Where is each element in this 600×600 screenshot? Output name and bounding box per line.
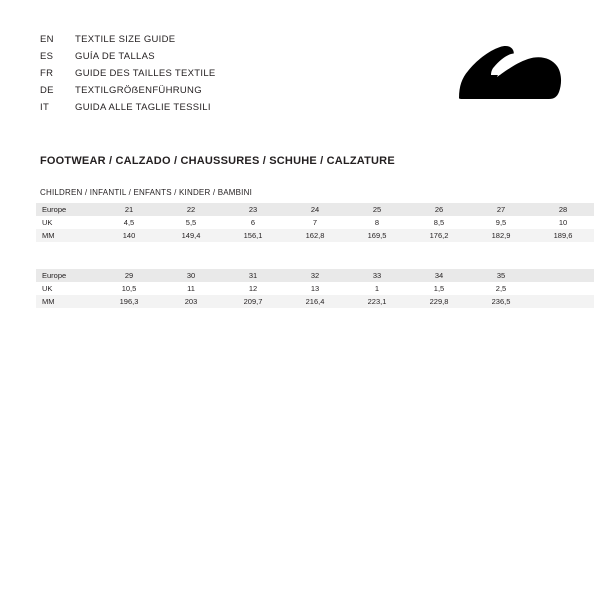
language-code-es: ES: [40, 51, 54, 62]
table-cell: 8: [346, 216, 408, 229]
size-table-children-29-35: [36, 269, 594, 308]
language-list: [40, 32, 380, 117]
table-cell: 10,5: [98, 282, 160, 295]
table-cell: 189,6: [532, 229, 594, 242]
table-row: [36, 269, 594, 282]
language-row-es: [40, 49, 380, 65]
table-cell: 229,8: [408, 295, 470, 308]
table-cell: 162,8: [284, 229, 346, 242]
row-label: MM: [36, 295, 98, 308]
table-row: [36, 229, 594, 242]
table-row: [36, 216, 594, 229]
table-cell: 140: [98, 229, 160, 242]
language-row-it: [40, 100, 380, 116]
table-cell: 12: [222, 282, 284, 295]
table-cell: 149,4: [160, 229, 222, 242]
table-cell: 30: [160, 269, 222, 282]
table-cell: [532, 269, 594, 282]
table-cell: 13: [284, 282, 346, 295]
language-row-fr: [40, 66, 380, 82]
table-cell: 29: [98, 269, 160, 282]
table-cell: 176,2: [408, 229, 470, 242]
language-row-en: [40, 32, 380, 48]
table-row: [36, 295, 594, 308]
table-cell: 31: [222, 269, 284, 282]
table-cell: 24: [284, 203, 346, 216]
table-cell: 209,7: [222, 295, 284, 308]
table-cell: 21: [98, 203, 160, 216]
language-title-es: GUÍA DE TALLAS: [75, 51, 155, 62]
table-cell: 236,5: [470, 295, 532, 308]
table-cell: 203: [160, 295, 222, 308]
table-cell: 216,4: [284, 295, 346, 308]
table-cell: 5,5: [160, 216, 222, 229]
language-code-de: DE: [40, 85, 54, 96]
table-cell: 223,1: [346, 295, 408, 308]
table-cell: 10: [532, 216, 594, 229]
row-label: UK: [36, 216, 98, 229]
size-table-children-21-28: [36, 203, 594, 242]
language-title-fr: GUIDE DES TAILLES TEXTILE: [75, 68, 216, 79]
table-cell: 4,5: [98, 216, 160, 229]
table-cell: 23: [222, 203, 284, 216]
table-cell: 6: [222, 216, 284, 229]
table-cell: 35: [470, 269, 532, 282]
page-title: FOOTWEAR / CALZADO / CHAUSSURES / SCHUHE / CALZATURE: [40, 155, 395, 167]
row-label: UK: [36, 282, 98, 295]
table-row: [36, 203, 594, 216]
table-cell: 26: [408, 203, 470, 216]
table-cell: [532, 282, 594, 295]
table-cell: 11: [160, 282, 222, 295]
table-cell: 182,9: [470, 229, 532, 242]
shoe-icon: [456, 42, 564, 102]
language-title-en: TEXTILE SIZE GUIDE: [75, 34, 176, 45]
table-cell: 9,5: [470, 216, 532, 229]
row-label: Europe: [36, 269, 98, 282]
row-label: Europe: [36, 203, 98, 216]
language-code-fr: FR: [40, 68, 54, 79]
table-cell: 1,5: [408, 282, 470, 295]
table-cell: 25: [346, 203, 408, 216]
table-cell: 169,5: [346, 229, 408, 242]
table-row: [36, 282, 594, 295]
language-title-de: TEXTILGRÖẞENFÜHRUNG: [75, 85, 202, 96]
table-cell: 27: [470, 203, 532, 216]
table-cell: 156,1: [222, 229, 284, 242]
table-cell: 2,5: [470, 282, 532, 295]
table-cell: [532, 295, 594, 308]
table-cell: 1: [346, 282, 408, 295]
table-cell: 7: [284, 216, 346, 229]
language-code-it: IT: [40, 102, 50, 113]
language-title-it: GUIDA ALLE TAGLIE TESSILI: [75, 102, 211, 113]
table-cell: 8,5: [408, 216, 470, 229]
language-row-de: [40, 83, 380, 99]
table-cell: 196,3: [98, 295, 160, 308]
table-cell: 28: [532, 203, 594, 216]
table-cell: 22: [160, 203, 222, 216]
row-label: MM: [36, 229, 98, 242]
language-code-en: EN: [40, 34, 54, 45]
table-cell: 32: [284, 269, 346, 282]
section-subtitle: CHILDREN / INFANTIL / ENFANTS / KINDER / BAMBINI: [40, 188, 253, 197]
table-cell: 33: [346, 269, 408, 282]
table-cell: 34: [408, 269, 470, 282]
